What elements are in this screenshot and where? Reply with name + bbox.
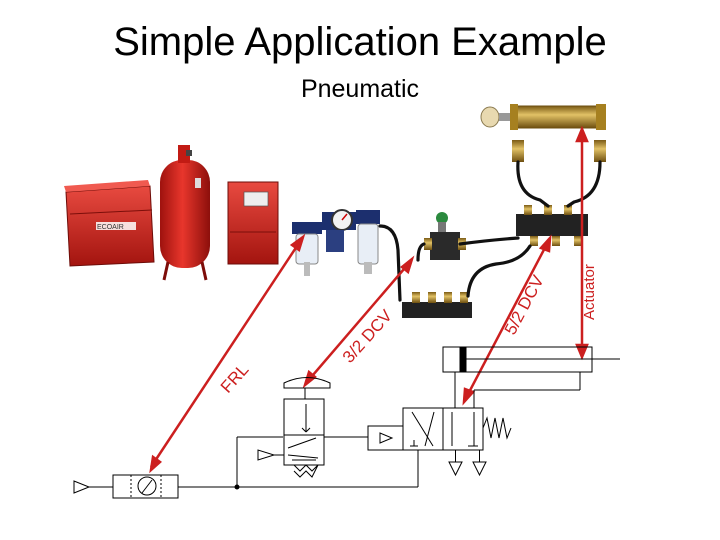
label-actuator: Actuator (581, 264, 598, 320)
slide-subtitle: Pneumatic (300, 75, 420, 103)
arrow-frl-head-bottom (151, 457, 160, 470)
schematic (74, 347, 620, 498)
arrow-frl (151, 240, 301, 467)
photo-manifold-bottom (402, 292, 472, 318)
label-frl: FRL (216, 360, 253, 397)
air-receiver-tank (160, 145, 210, 280)
photo-52-valve (516, 205, 588, 246)
photo-32-valve (424, 212, 466, 260)
spring-32-symbol (294, 465, 318, 477)
air-source-symbol (74, 481, 89, 493)
compressor-brand: ECOAIR (97, 224, 124, 231)
photo-actuator-cylinder (481, 104, 606, 162)
arrow-52dcv-head-top (541, 238, 550, 251)
label-32dcv: 3/2 DCV (338, 306, 396, 367)
valve-52-symbol-right (443, 408, 483, 450)
arrow-52dcv-head-bottom (464, 389, 473, 402)
exhaust-52-a-symbol (449, 462, 462, 475)
exhaust-52-b-symbol (473, 462, 486, 475)
arrow-actuator-head-top (577, 129, 587, 141)
frl-unit (292, 210, 380, 276)
pilot-actuator-symbol (368, 426, 403, 450)
slide-title: Simple Application Example (113, 20, 607, 64)
label-52dcv: 5/2 DCV (500, 272, 548, 338)
compressor (64, 180, 154, 266)
arrow-32dcv (307, 262, 410, 382)
spring-52-symbol (483, 418, 511, 438)
dryer (228, 182, 278, 264)
exhaust-32-symbol (258, 450, 274, 460)
